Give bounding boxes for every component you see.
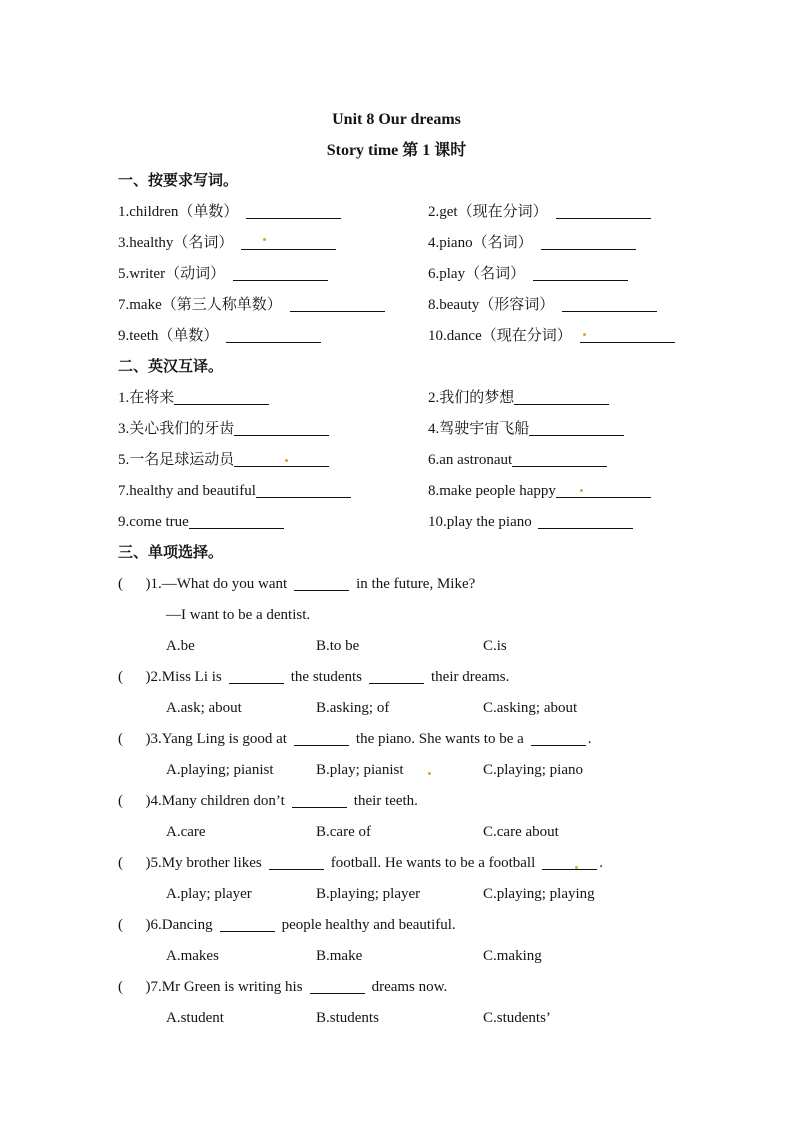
- answer-blank: [514, 390, 609, 405]
- answer-blank: [226, 328, 321, 343]
- option-a: A.ask; about: [166, 700, 242, 716]
- option-c: C.asking; about: [483, 700, 578, 716]
- question-2: ( )2.Miss Li is the students their dreams.: [118, 669, 510, 685]
- answer-blank: [531, 731, 586, 746]
- option-b: B.students: [316, 1010, 379, 1026]
- option-a: A.playing; pianist: [166, 762, 274, 778]
- answer-blank: [542, 855, 597, 870]
- question-1-options: [118, 631, 675, 662]
- answer-bracket: ( ): [118, 731, 151, 747]
- section-1-heading: 一、按要求写词。: [118, 173, 239, 189]
- question-4: ( )4.Many children don’t their teeth.: [118, 793, 418, 809]
- translation-item-6: 6.an astronaut: [428, 445, 675, 476]
- translation-row-1: [118, 383, 675, 414]
- option-c: C.playing; piano: [483, 762, 583, 778]
- word-item-10: 10.dance（现在分词）: [428, 321, 675, 352]
- answer-blank: [556, 204, 651, 219]
- word-item-9: 9.teeth（单数）: [118, 321, 428, 352]
- word-item-3: 3.healthy（名词）: [118, 228, 428, 259]
- question-6-options: [118, 941, 675, 972]
- word-row-4: [118, 290, 675, 321]
- word-item-8: 8.beauty（形容词）: [428, 290, 675, 321]
- answer-blank: [541, 235, 636, 250]
- translation-row-5: [118, 507, 675, 538]
- answer-blank: [310, 979, 365, 994]
- translation-item-1: 1.在将来: [118, 383, 428, 414]
- page-subtitle: Story time 第 1 课时: [326, 142, 467, 159]
- question-2-options: [118, 693, 675, 724]
- answer-bracket: ( ): [118, 576, 151, 592]
- question-7: ( )7.Mr Green is writing his dreams now.: [118, 979, 448, 995]
- answer-blank: [234, 421, 329, 436]
- answer-blank: [538, 514, 633, 529]
- word-item-4: 4.piano（名词）: [428, 228, 675, 259]
- stray-mark-dot: [285, 459, 288, 462]
- answer-bracket: ( ): [118, 669, 151, 685]
- question-7-options: [118, 1003, 675, 1034]
- translation-item-9: 9.come true: [118, 507, 428, 538]
- option-b: B.care of: [316, 824, 371, 840]
- option-b: B.to be: [316, 638, 360, 654]
- word-item-1: 1.children（单数）: [118, 197, 428, 228]
- answer-blank: [294, 731, 349, 746]
- stray-mark-dot: [583, 333, 586, 336]
- page-title: Unit 8 Our dreams: [332, 111, 461, 128]
- translation-item-8: 8.make people happy: [428, 476, 675, 507]
- word-row-2: [118, 228, 675, 259]
- question-5-options: [118, 879, 675, 910]
- question-6: ( )6.Dancing people healthy and beautiful.: [118, 917, 456, 933]
- option-c: C.making: [483, 948, 542, 964]
- option-c: C.care about: [483, 824, 559, 840]
- word-item-6: 6.play（名词）: [428, 259, 675, 290]
- translation-item-4: 4.驾驶宇宙飞船: [428, 414, 675, 445]
- answer-blank: [241, 235, 336, 250]
- option-c: C.is: [483, 638, 507, 654]
- translation-row-3: [118, 445, 675, 476]
- translation-item-10: 10.play the piano: [428, 507, 675, 538]
- word-item-7: 7.make（第三人称单数）: [118, 290, 428, 321]
- answer-blank: [294, 576, 349, 591]
- word-item-5: 5.writer（动词）: [118, 259, 428, 290]
- option-c: C.students’: [483, 1010, 551, 1026]
- answer-bracket: ( ): [118, 917, 151, 933]
- option-b: B.asking; of: [316, 700, 390, 716]
- answer-blank: [533, 266, 628, 281]
- translation-item-3: 3.关心我们的牙齿: [118, 414, 428, 445]
- option-c: C.playing; playing: [483, 886, 595, 902]
- answer-blank: [229, 669, 284, 684]
- question-1-line2: —I want to be a dentist.: [166, 607, 311, 623]
- answer-blank: [246, 204, 341, 219]
- option-b: B.playing; player: [316, 886, 421, 902]
- option-b: B.make: [316, 948, 363, 964]
- question-5: ( )5.My brother likes football. He wants to be a football .: [118, 855, 604, 871]
- stray-mark-dot: [428, 772, 431, 775]
- translation-row-2: [118, 414, 675, 445]
- option-a: A.student: [166, 1010, 224, 1026]
- option-a: A.care: [166, 824, 206, 840]
- question-4-options: [118, 817, 675, 848]
- answer-bracket: ( ): [118, 793, 151, 809]
- answer-blank: [292, 793, 347, 808]
- answer-blank: [512, 452, 607, 467]
- question-3-options: [118, 755, 675, 786]
- option-a: A.be: [166, 638, 195, 654]
- word-row-1: [118, 197, 675, 228]
- translation-item-7: 7.healthy and beautiful: [118, 476, 428, 507]
- stray-mark-dot: [263, 238, 266, 241]
- answer-blank: [233, 266, 328, 281]
- answer-blank: [256, 483, 351, 498]
- translation-item-5: 5.一名足球运动员: [118, 445, 428, 476]
- answer-bracket: ( ): [118, 979, 151, 995]
- section-2-heading: 二、英汉互译。: [118, 359, 224, 375]
- answer-blank: [269, 855, 324, 870]
- section-3-heading: 三、单项选择。: [118, 545, 224, 561]
- answer-blank: [189, 514, 284, 529]
- answer-blank: [529, 421, 624, 436]
- option-a: A.makes: [166, 948, 219, 964]
- stray-mark-dot: [580, 489, 583, 492]
- answer-blank: [556, 483, 651, 498]
- answer-blank: [220, 917, 275, 932]
- word-item-2: 2.get（现在分词）: [428, 197, 675, 228]
- question-1: ( )1.—What do you want in the future, Mike?: [118, 576, 476, 592]
- word-row-5: [118, 321, 675, 352]
- answer-blank: [580, 328, 675, 343]
- answer-blank: [290, 297, 385, 312]
- stray-mark-dot: [575, 866, 578, 869]
- answer-bracket: ( ): [118, 855, 151, 871]
- answer-blank: [174, 390, 269, 405]
- option-a: A.play; player: [166, 886, 252, 902]
- answer-blank: [562, 297, 657, 312]
- translation-row-4: [118, 476, 675, 507]
- option-b: B.play; pianist: [316, 762, 404, 778]
- translation-item-2: 2.我们的梦想: [428, 383, 675, 414]
- question-3: ( )3.Yang Ling is good at the piano. She wants to be a .: [118, 731, 592, 747]
- answer-blank: [369, 669, 424, 684]
- word-row-3: [118, 259, 675, 290]
- answer-blank: [234, 452, 329, 467]
